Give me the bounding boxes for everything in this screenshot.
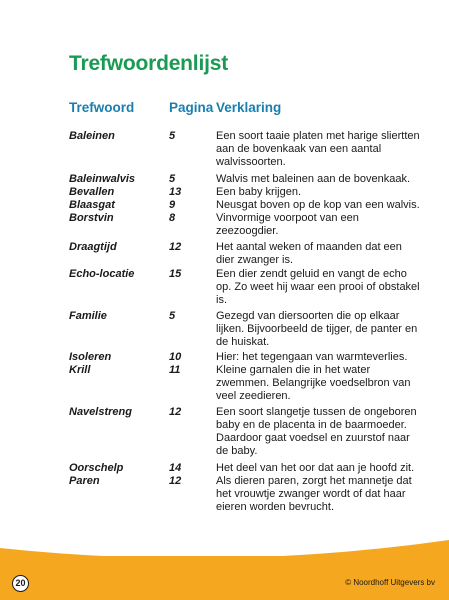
- column-header-explanation: Verklaring: [216, 100, 282, 115]
- entry-page: 12: [169, 406, 182, 418]
- entry-page: 12: [169, 475, 182, 487]
- entry-term: Echo-locatie: [69, 268, 135, 280]
- entry-explanation: Kleine garnalen die in het water zwemmen. Belangrijke voedselbron van veel zeedieren.: [216, 364, 411, 402]
- entry-term: Oorschelp: [69, 462, 124, 474]
- entry-term: Bevallen: [69, 186, 115, 198]
- column-header-term: Trefwoord: [69, 100, 135, 115]
- entry-explanation: Hier: het tegengaan van warmteverlies.: [216, 351, 408, 363]
- entry-term: Draagtijd: [69, 241, 117, 253]
- entry-page: 8: [169, 212, 176, 224]
- entry-page: 14: [169, 462, 182, 474]
- entry-page: 15: [169, 268, 182, 280]
- entry-term: Baleinen: [69, 130, 115, 142]
- entry-explanation: Als dieren paren, zorgt het mannetje dat het vrouwtje zwanger wordt of dat haar eieren worden bevrucht.: [216, 475, 412, 513]
- page-number: 20: [12, 575, 29, 592]
- entry-term: Borstvin: [69, 212, 114, 224]
- entry-page: 12: [169, 241, 182, 253]
- entry-explanation: Neusgat boven op de kop van een walvis.: [216, 199, 420, 211]
- entry-page: 13: [169, 186, 182, 198]
- entry-term: Blaasgat: [69, 199, 115, 211]
- entry-term: Krill: [69, 364, 91, 376]
- entry-term: Baleinwalvis: [69, 173, 136, 185]
- page-title: Trefwoordenlijst: [69, 52, 228, 75]
- entry-page: 5: [169, 310, 176, 322]
- entry-page: 5: [169, 173, 176, 185]
- entry-term: Navelstreng: [69, 406, 132, 418]
- entry-page: 10: [169, 351, 182, 363]
- copyright-notice: © Noordhoff Uitgevers bv: [345, 578, 435, 587]
- entry-page: 11: [169, 364, 181, 376]
- entry-explanation: Het deel van het oor dat aan je hoofd zit.: [216, 462, 415, 474]
- entry-term: Paren: [69, 475, 100, 487]
- entry-term: Isoleren: [69, 351, 112, 363]
- entry-explanation: Vinvormige voorpoot van een zeezoogdier.: [216, 212, 359, 237]
- column-header-page: Pagina: [169, 100, 214, 115]
- entry-term: Familie: [69, 310, 107, 322]
- entry-explanation: Walvis met baleinen aan de bovenkaak.: [216, 173, 411, 185]
- entry-explanation: Het aantal weken of maanden dat een dier zwanger is.: [216, 241, 402, 266]
- entry-page: 9: [169, 199, 176, 211]
- entry-page: 5: [169, 130, 176, 142]
- entry-explanation: Gezegd van diersoorten die op elkaar lijken. Bijvoorbeeld de tijger, de panter en de huiskat.: [216, 310, 418, 348]
- entry-explanation: Een soort slangetje tussen de ongeboren baby en de placenta in de baarmoeder. Daardoor gaat voedsel en zuurstof naar de baby.: [216, 406, 417, 457]
- entry-explanation: Een dier zendt geluid en vangt de echo op. Zo weet hij waar een prooi of obstakel is.: [216, 268, 420, 306]
- entry-explanation: Een baby krijgen.: [216, 186, 301, 198]
- entry-explanation: Een soort taaie platen met harige sliertten aan de bovenkaak van een aantal walvissoorten.: [216, 130, 420, 168]
